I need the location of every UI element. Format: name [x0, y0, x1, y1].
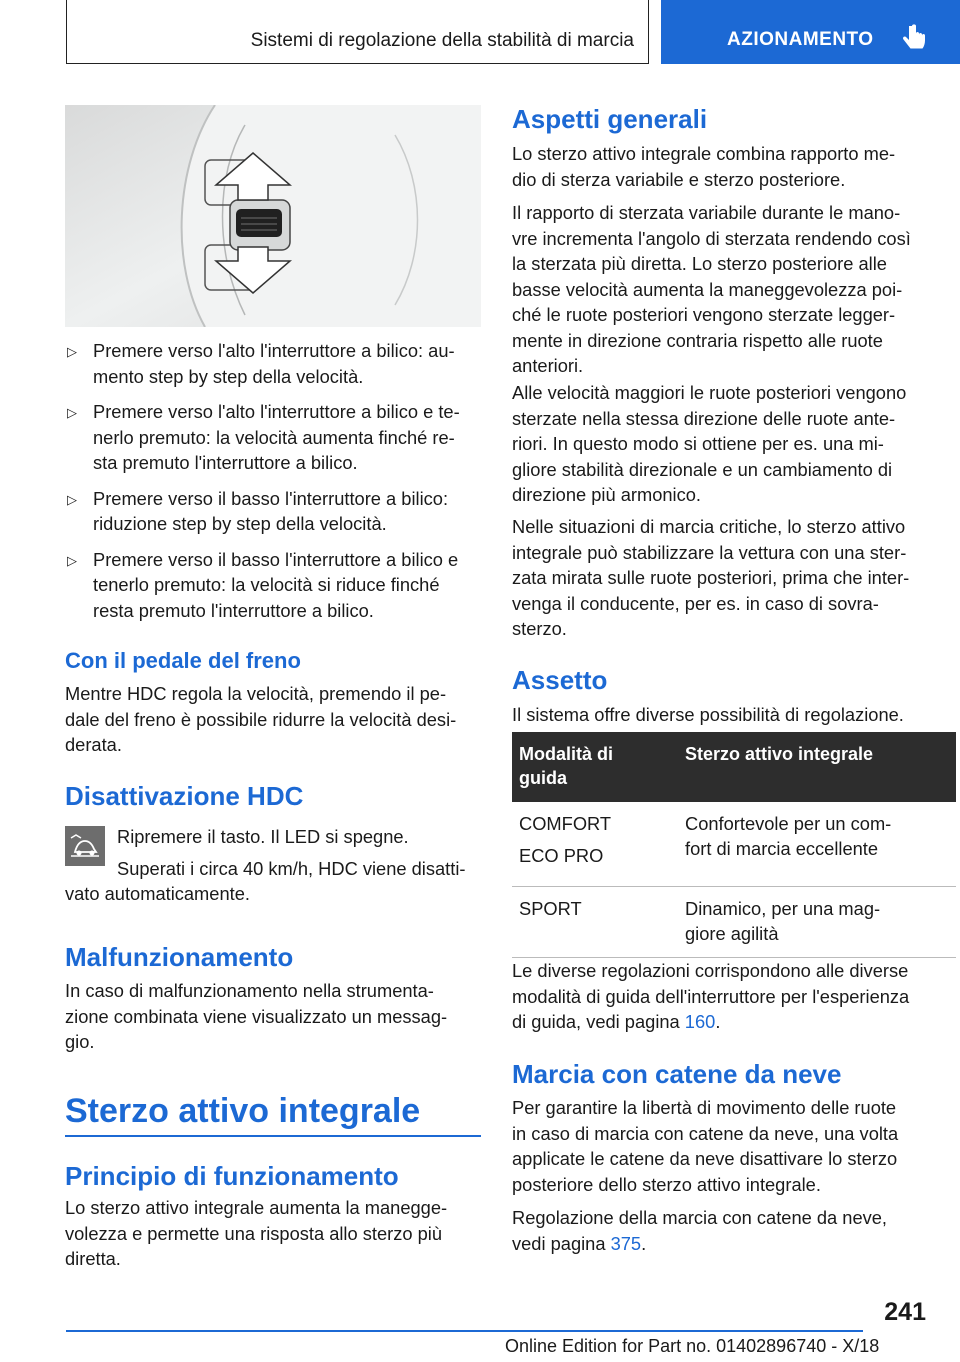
table-cell-desc: Confortevole per un com- fort di marcia eccellente	[678, 802, 956, 887]
modes-paragraph-end: .	[715, 1011, 721, 1032]
general-paragraph-1: Lo sterzo attivo integrale combina rapporto me- dio di sterza variabile e sterzo posteriore.	[512, 143, 896, 190]
steering-wheel-illustration	[65, 105, 481, 327]
hand-pointer-icon	[900, 23, 932, 55]
disable-hdc-text-1: Ripremere il tasto. Il LED si spegne.	[117, 826, 409, 847]
speed-adjust-list	[65, 338, 481, 623]
table-cell-mode	[512, 802, 678, 887]
brake-text: Mentre HDC regola la velocità, premendo il pe- dale del freno è possibile ridurre la velocità desi- derata.	[65, 683, 457, 755]
list-item-text: Premere verso il basso l'interruttore a bilico e tenerlo premuto: la velocità si riduce finché resta premuto l'interruttore a bilico.	[93, 548, 459, 621]
mode-comfort: COMFORT	[519, 813, 612, 834]
table-row	[512, 802, 956, 887]
general-heading: Aspetti generali	[512, 104, 708, 134]
general-paragraph-2: Il rapporto di sterzata variabile durante le mano- vre incrementa l'angolo di sterzata rendendo così la sterzata più diretta. Lo sterzo posteriore alle basse velocità aumenta la maneggevolezza poi- ché le ruote posteriori vengono sterzate legger- mente in direzione contraria rispetto alle ruote anteriori.	[512, 202, 911, 376]
driving-modes-table	[512, 732, 956, 958]
malfunction-text: In caso di malfunzionamento nella strumenta- zione combinata viene visualizzato un messag- gio.	[65, 980, 448, 1052]
snow-chains-paragraph-2	[512, 1205, 956, 1256]
header-section-label: AZIONAMENTO	[727, 29, 874, 50]
modes-paragraph-text: Le diverse regolazioni corrispondono alle diverse modalità di guida dell'interruttore per l'esperienza di guida, vedi pagina	[512, 960, 910, 1032]
setup-text: Il sistema offre diverse possibilità di regolazione.	[512, 704, 904, 725]
snow-chains-paragraph-2-end: .	[641, 1232, 647, 1254]
list-item	[65, 547, 481, 624]
list-item-text: Premere verso il basso l'interruttore a bilico: riduzione step by step della velocità.	[93, 487, 449, 534]
snow-chains-paragraph-1: Per garantire la libertà di movimento delle ruote in caso di marcia con catene da neve, una volta applicate le catene da neve disattivare lo sterzo posteriore dello sterzo attivo integrale.	[512, 1097, 899, 1195]
page-link-375[interactable]: 375	[610, 1232, 642, 1254]
table-cell-desc: Dinamico, per una mag- giore agilità	[678, 887, 956, 958]
list-item	[65, 486, 481, 537]
general-paragraph-3: Alle velocità maggiori le ruote posteriori vengono sterzate nella stessa direzione delle ruote ante- riori. In questo modo si ottiene per es. una mi- gliore stabilità direzionale e un cambiamento di direzione più armonico.	[512, 382, 907, 505]
list-item-text: Premere verso l'alto l'interruttore a bilico e te- nerlo premuto: la velocità aumenta finché re- sta premuto l'interruttore a bilico.	[93, 401, 460, 473]
disable-hdc-text-2a: Superati i circa 40 km/h, HDC viene disatti-	[117, 858, 466, 879]
triangle-bullet-icon: ▷	[67, 405, 77, 420]
table-cell-mode	[512, 887, 678, 958]
brake-heading: Con il pedale del freno	[65, 648, 301, 673]
footer-rule	[66, 1330, 863, 1332]
hdc-button-icon	[65, 826, 105, 866]
list-item-text: Premere verso l'alto l'interruttore a bilico: au- mento step by step della velocità.	[93, 340, 455, 387]
triangle-bullet-icon: ▷	[67, 344, 77, 359]
snow-chains-heading: Marcia con catene da neve	[512, 1059, 842, 1089]
header-title: Sistemi di regolazione della stabilità di marcia	[250, 30, 634, 51]
steering-wheel-rocker-switch-image	[65, 105, 481, 327]
disable-hdc-text-2b: vato automaticamente.	[65, 883, 250, 904]
general-paragraph-4: Nelle situazioni di marcia critiche, lo sterzo attivo integrale può stabilizzare la vettura con una ster- zata mirata sulle ruote posteriori, prima che inter- venga il conducente, per es. in caso di sovra- sterzo.	[512, 516, 910, 639]
table-header-mode: Modalità di guida	[512, 732, 678, 802]
list-item	[65, 399, 481, 476]
malfunction-heading: Malfunzionamento	[65, 942, 294, 972]
chapter-heading: Sterzo attivo integrale	[65, 1092, 421, 1130]
triangle-bullet-icon: ▷	[67, 491, 77, 507]
page-number: 241	[884, 1298, 926, 1326]
modes-paragraph	[512, 958, 956, 1035]
triangle-bullet-icon: ▷	[67, 552, 77, 568]
list-item	[65, 338, 481, 389]
table-header-steering: Sterzo attivo integrale	[678, 732, 956, 802]
snow-chains-paragraph-2-text: Regolazione della marcia con catene da neve, vedi pagina	[512, 1207, 888, 1254]
principle-heading: Principio di funzionamento	[65, 1161, 399, 1191]
chapter-rule	[65, 1135, 481, 1137]
mode-sport: SPORT	[519, 898, 582, 919]
disable-hdc-heading: Disattivazione HDC	[65, 781, 304, 811]
page-link-160[interactable]: 160	[684, 1011, 716, 1032]
principle-text: Lo sterzo attivo integrale aumenta la manegge- volezza e permette una risposta allo sterzo più diretta.	[65, 1197, 448, 1269]
edition-text: Online Edition for Part no. 01402896740 - X/18	[505, 1336, 880, 1356]
setup-heading: Assetto	[512, 665, 608, 695]
header-title-box	[66, 0, 649, 64]
table-header-row	[512, 732, 956, 802]
table-row	[512, 887, 956, 958]
mode-eco-pro: ECO PRO	[519, 845, 604, 866]
header-section-tab[interactable]	[661, 0, 960, 64]
